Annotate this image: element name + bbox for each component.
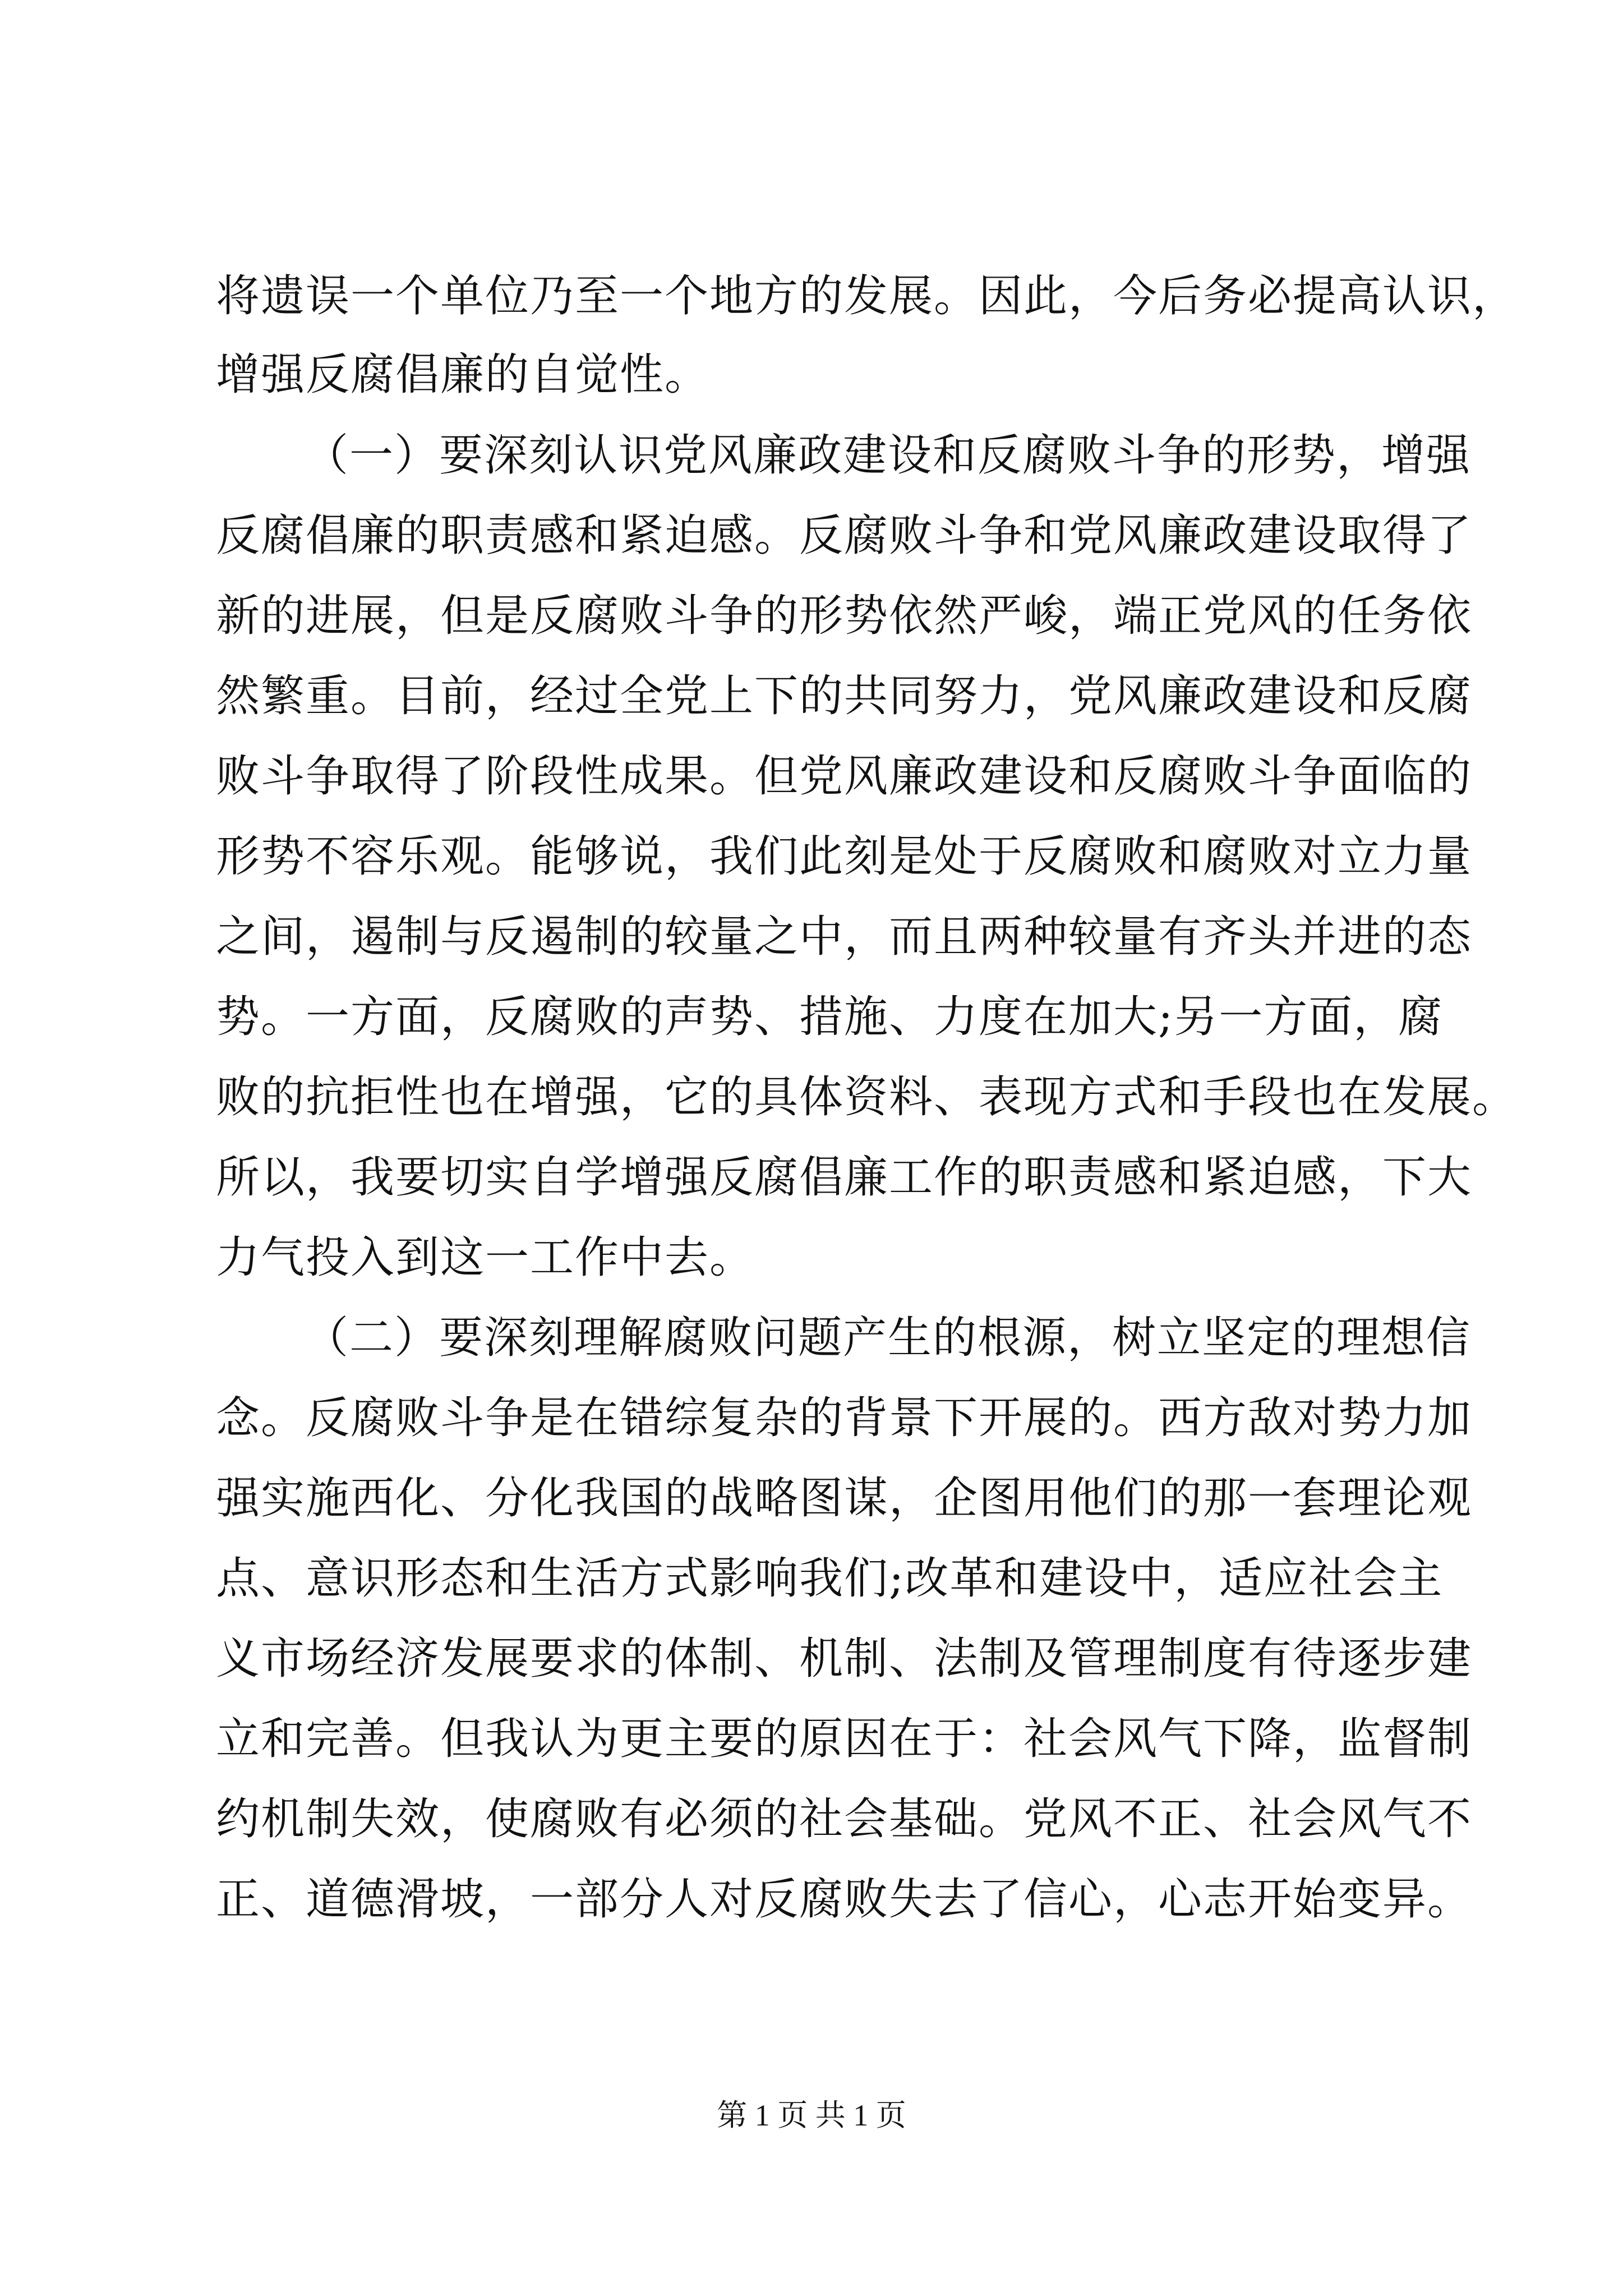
text-line: 形势不容乐观。能够说，我们此刻是处于反腐败和腐败对立力量	[216, 831, 1473, 882]
text-line: 势。一方面，反腐败的声势、措施、力度在加大;另一方面，腐	[216, 992, 1444, 1042]
text-line: 之间，遏制与反遏制的较量之中，而且两种较量有齐头并进的态	[216, 912, 1473, 962]
text-line: 念。反腐败斗争是在错综复杂的背景下开展的。西方敌对势力加	[216, 1393, 1473, 1443]
text-line: 败斗争取得了阶段性成果。但党风廉政建设和反腐败斗争面临的	[216, 751, 1473, 802]
paragraph-heading-line: （一）要深刻认识党风廉政建设和反腐败斗争的形势，增强	[305, 430, 1472, 481]
paragraph-heading-line: （二）要深刻理解腐败问题产生的根源，树立坚定的理想信	[305, 1313, 1472, 1363]
text-line: 义市场经济发展要求的体制、机制、法制及管理制度有待逐步建	[216, 1634, 1473, 1684]
text-line: 反腐倡廉的职责感和紧迫感。反腐败斗争和党风廉政建设取得了	[216, 510, 1473, 561]
text-line: 败的抗拒性也在增强，它的具体资料、表现方式和手段也在发展。	[216, 1072, 1518, 1122]
text-line: 力气投入到这一工作中去。	[216, 1232, 755, 1283]
text-line: 强实施西化、分化我国的战略图谋，企图用他们的那一套理论观	[216, 1473, 1473, 1524]
text-line: 正、道德滑坡，一部分人对反腐败失去了信心，心志开始变异。	[216, 1874, 1473, 1925]
text-line: 所以，我要切实自学增强反腐倡廉工作的职责感和紧迫感，下大	[216, 1152, 1473, 1203]
text-line: 点、意识形态和生活方式影响我们;改革和建设中，适应社会主	[216, 1553, 1444, 1604]
text-line: 约机制失效，使腐败有必须的社会基础。党风不正、社会风气不	[216, 1794, 1473, 1844]
text-line: 将遗误一个单位乃至一个地方的发展。因此，今后务必提高认识，	[216, 271, 1518, 321]
text-line: 增强反腐倡廉的自觉性。	[216, 349, 710, 400]
text-line: 新的进展，但是反腐败斗争的形势依然严峻，端正党风的任务依	[216, 591, 1473, 641]
text-line: 然繁重。目前，经过全党上下的共同努力，党风廉政建设和反腐	[216, 671, 1473, 721]
page-footer: 第 1 页 共 1 页	[717, 2099, 906, 2132]
text-line: 立和完善。但我认为更主要的原因在于：社会风气下降，监督制	[216, 1714, 1473, 1764]
